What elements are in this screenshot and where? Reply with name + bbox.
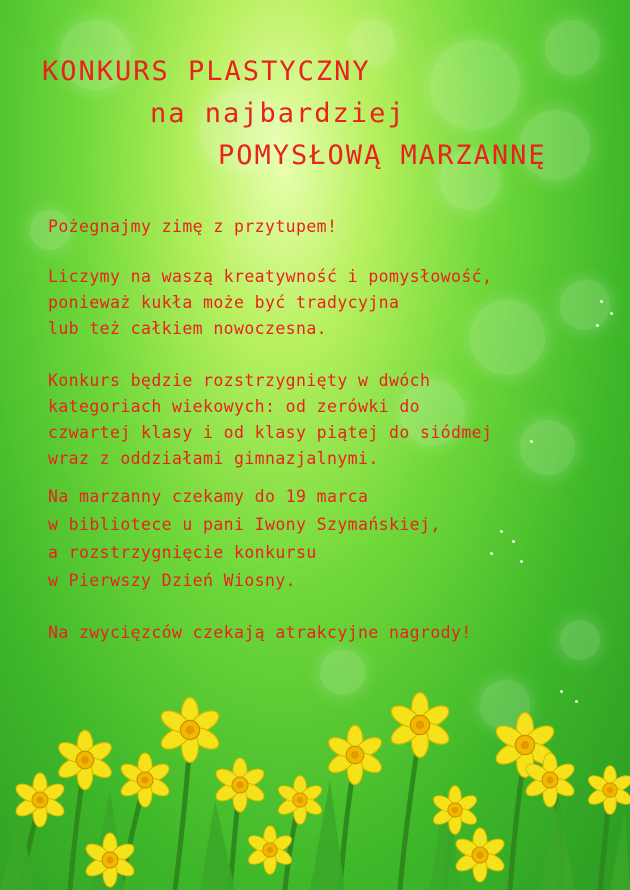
deadline-line-4: w Pierwszy Dzień Wiosny.	[48, 571, 297, 590]
deadline-line-3: a rozstrzygnięcie konkursu	[48, 543, 317, 562]
title-line-2: na najbardziej	[150, 98, 406, 129]
daffodils-image	[0, 690, 630, 890]
title-line-3: POMYSŁOWĄ MARZANNĘ	[218, 140, 547, 171]
deadline-line-2: w bibliotece u pani Iwony Szymańskiej,	[48, 515, 441, 534]
title-line-1: KONKURS PLASTYCZNY	[42, 56, 371, 87]
categories-line-1: Konkurs będzie rozstrzygnięty w dwóch	[48, 371, 431, 390]
categories-line-2: kategoriach wiekowych: od zerówki do	[48, 397, 421, 416]
greeting-text: Pożegnajmy zimę z przytupem!	[48, 217, 338, 236]
categories-line-3: czwartej klasy i od klasy piątej do siódmej	[48, 423, 493, 442]
creativity-line-2: ponieważ kukła może być tradycyjna	[48, 293, 400, 312]
creativity-line-3: lub też całkiem nowoczesna.	[48, 319, 328, 338]
prizes-text: Na zwycięzców czekają atrakcyjne nagrody!	[48, 623, 472, 642]
categories-line-4: wraz z oddziałami gimnazjalnymi.	[48, 449, 379, 468]
creativity-line-1: Liczymy na waszą kreatywność i pomysłowość,	[48, 267, 493, 286]
deadline-line-1: Na marzanny czekamy do 19 marca	[48, 487, 369, 506]
